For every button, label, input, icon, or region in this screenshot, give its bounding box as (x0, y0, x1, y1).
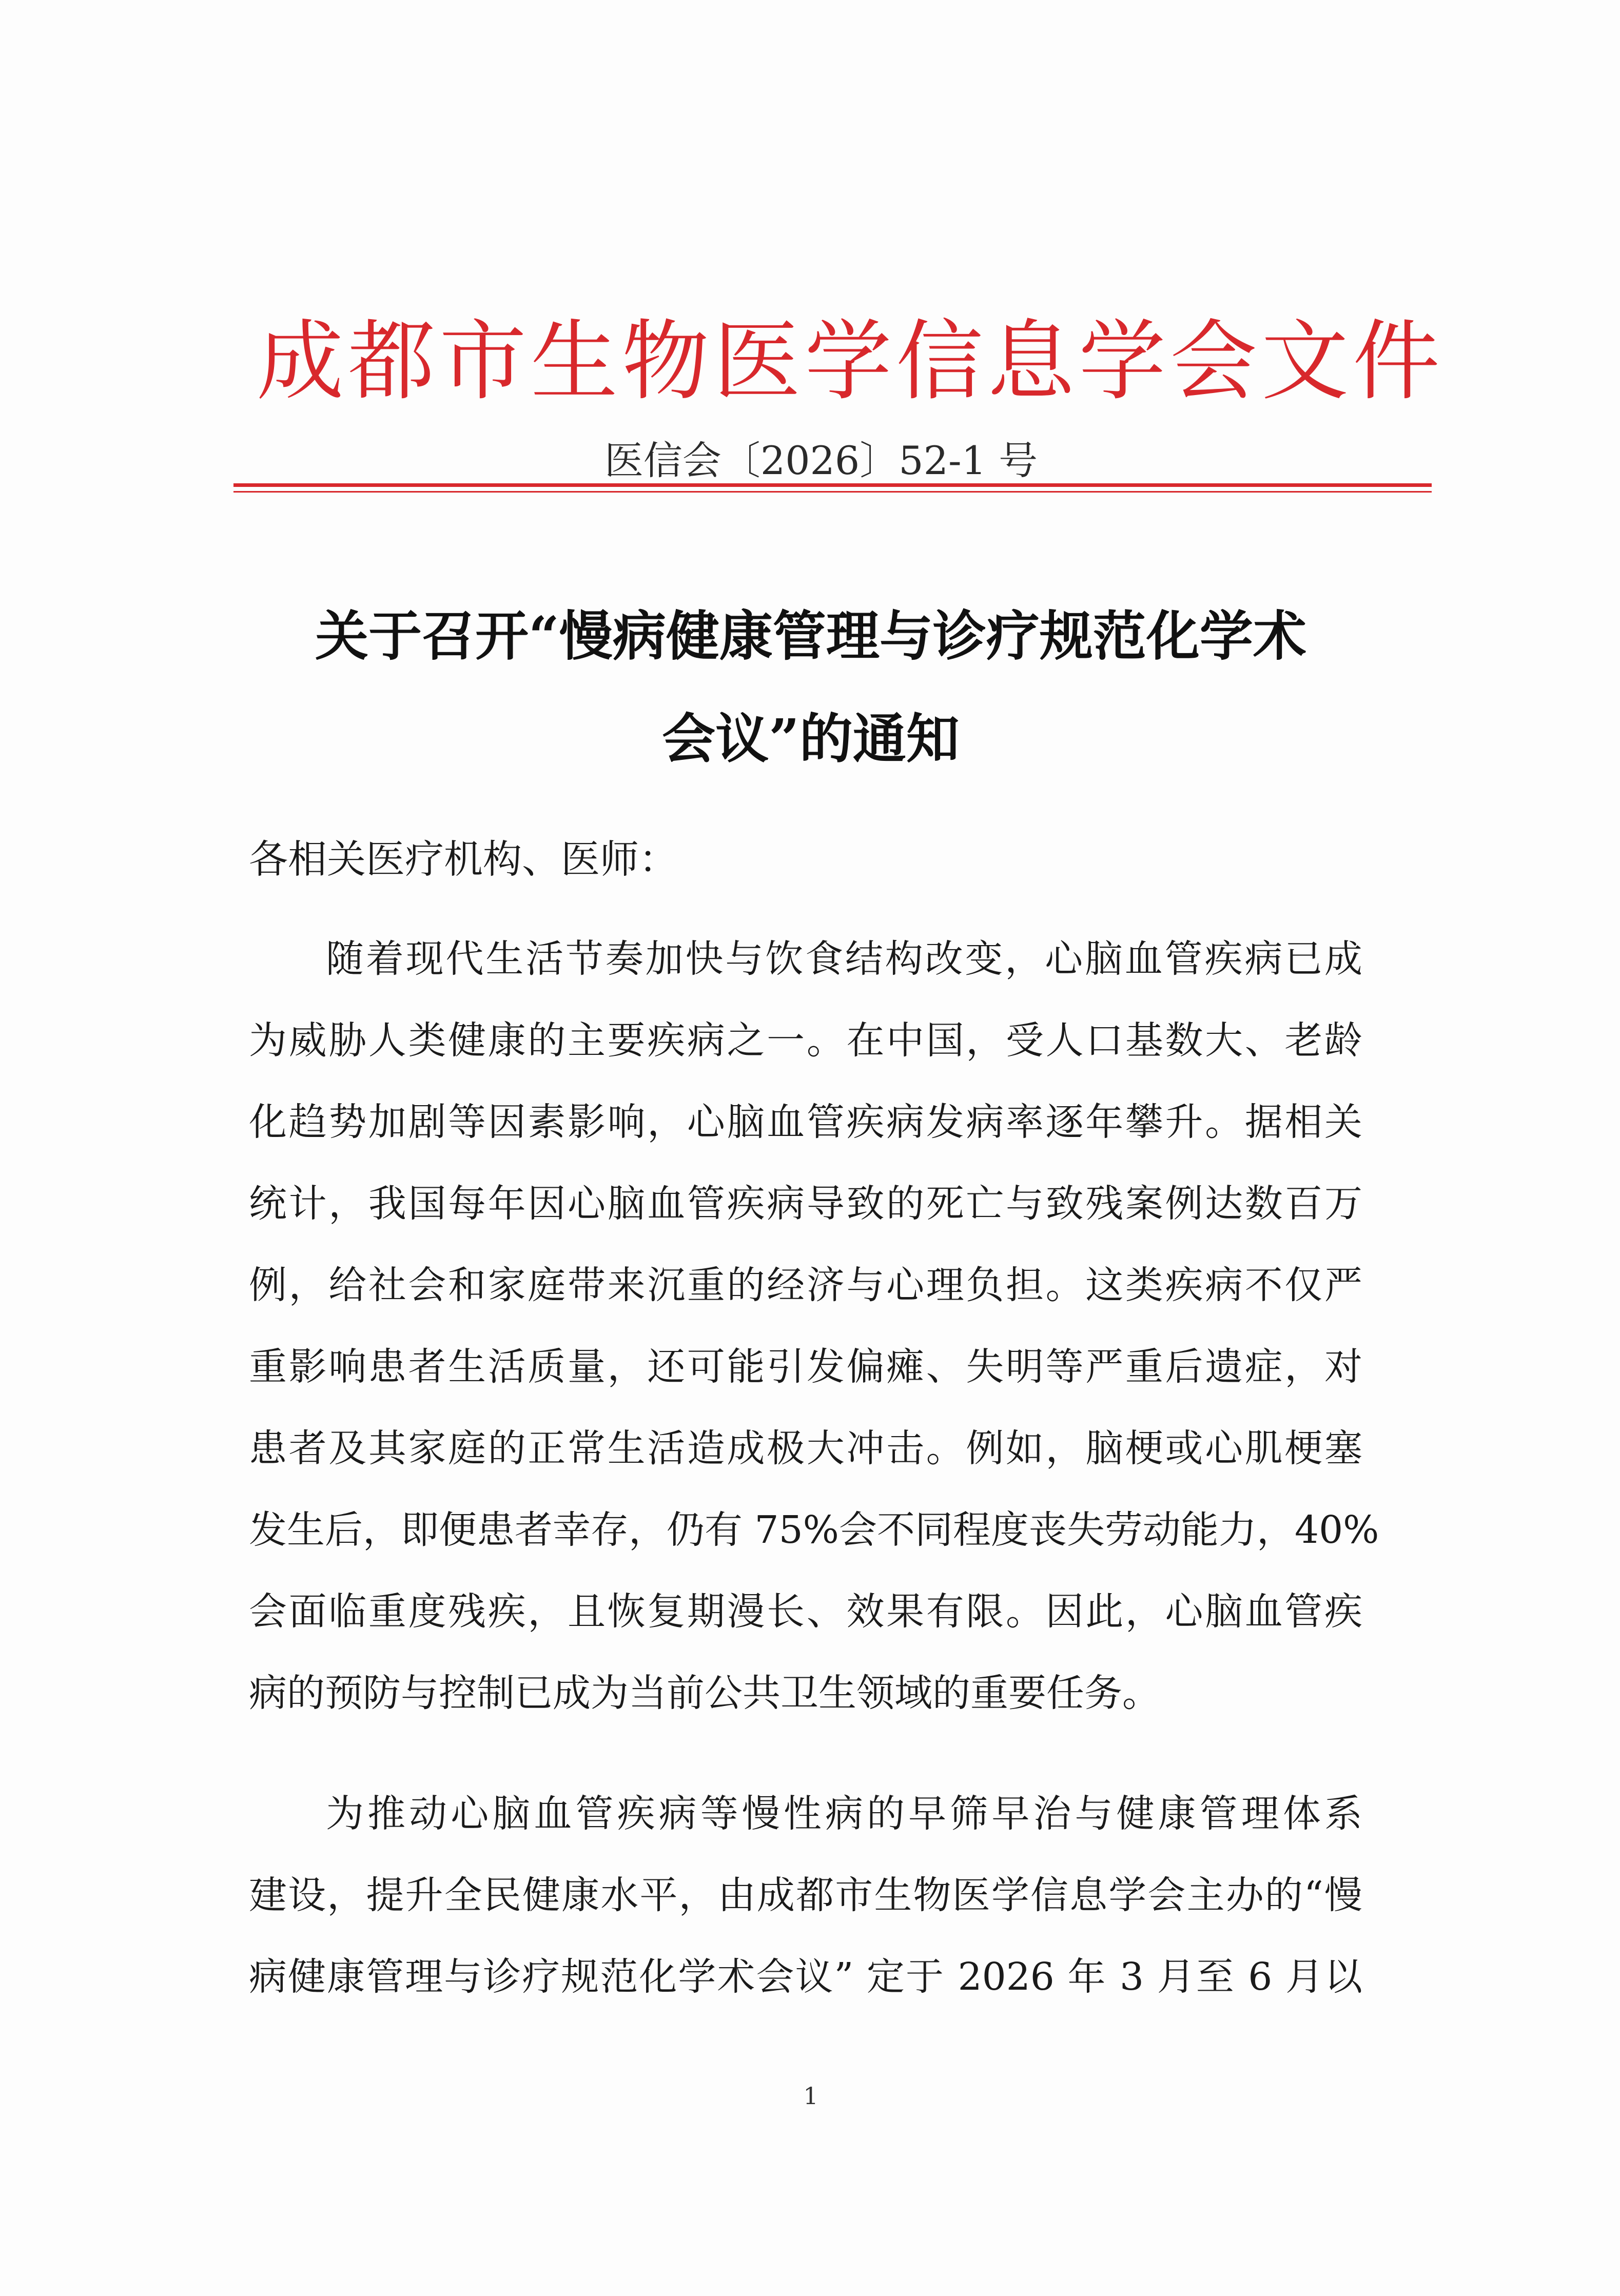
paragraph-line: 随着现代生活节奏加快与饮食结构改变，心脑血管疾病已成 (326, 937, 1362, 981)
page-number: 1 (803, 2082, 818, 2110)
paragraph-line: 病健康管理与诊疗规范化学术会议” 定于 2026 年 3 月至 6 月以 (249, 1955, 1362, 1999)
notice-title-line-1: 关于召开“慢病健康管理与诊疗规范化学术 (315, 604, 1306, 668)
paragraph-line: 发生后，即便患者幸存，仍有 75%会不同程度丧失劳动能力，40% (249, 1508, 1379, 1552)
paragraph-line: 统计，我国每年因心脑血管疾病导致的死亡与致残案例达数百万 (249, 1182, 1362, 1226)
org-header-title: 成都市生物医学信息学会文件 (257, 311, 1445, 413)
document-number: 医信会〔2026〕52-1 号 (604, 438, 1038, 483)
paragraph-line: 病的预防与控制已成为当前公共卫生领域的重要任务。 (249, 1671, 1160, 1715)
paragraph-2 (249, 1773, 1362, 2018)
header-red-rule-thick (233, 483, 1432, 487)
paragraph-line: 化趋势加剧等因素影响，心脑血管疾病发病率逐年攀升。据相关 (249, 1100, 1362, 1144)
paragraph-line: 重影响患者生活质量，还可能引发偏瘫、失明等严重后遗症，对 (249, 1345, 1362, 1389)
paragraph-line: 例，给社会和家庭带来沉重的经济与心理负担。这类疾病不仅严 (249, 1263, 1362, 1307)
paragraph-line: 会面临重度残疾，且恢复期漫长、效果有限。因此，心脑血管疾 (249, 1589, 1362, 1634)
salutation: 各相关医疗机构、医师： (249, 836, 678, 882)
paragraph-line: 为威胁人类健康的主要疾病之一。在中国，受人口基数大、老龄 (249, 1018, 1362, 1063)
notice-title (246, 585, 1375, 790)
paragraph-1 (249, 918, 1379, 1734)
notice-title-line-2: 会议”的通知 (662, 707, 960, 770)
header-red-rule-thin (233, 491, 1432, 493)
paragraph-line: 为推动心脑血管疾病等慢性病的早筛早治与健康管理体系 (326, 1792, 1362, 1836)
paragraph-line: 建设，提升全民健康水平，由成都市生物医学信息学会主办的“慢 (249, 1873, 1362, 1917)
paragraph-line: 患者及其家庭的正常生活造成极大冲击。例如，脑梗或心肌梗塞 (249, 1426, 1362, 1470)
